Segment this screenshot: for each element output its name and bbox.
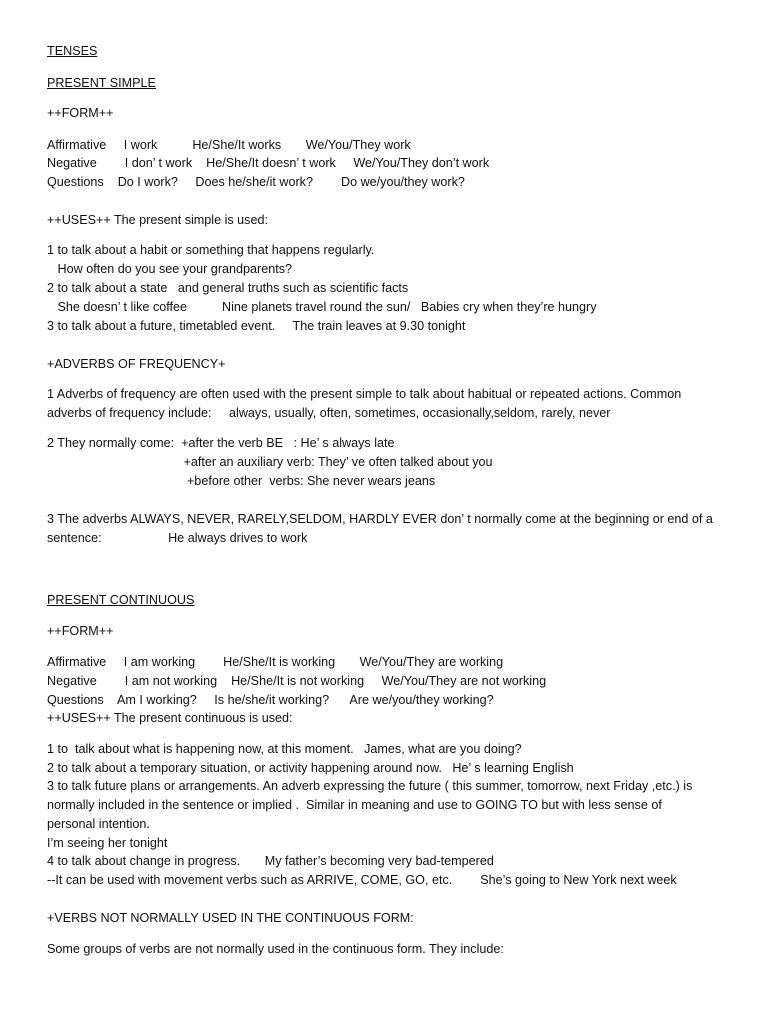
present-continuous-use-line: --It can be used with movement verbs such as ARRIVE, COME, GO, etc. She’s going to New York next week (47, 873, 677, 887)
present-simple-form-row-negative: Negative I don’ t work He/She/It doesn’ t work We/You/They don’t work (47, 156, 490, 170)
adverbs-point-3-line: sentence: He always drives to work (47, 531, 308, 545)
present-simple-use-line: 3 to talk about a future, timetabled event. The train leaves at 9.30 tonight (47, 319, 466, 333)
present-continuous-form-row-affirmative: Affirmative I am working He/She/It is working We/You/They are working (47, 655, 504, 669)
adverbs-heading: +ADVERBS OF FREQUENCY+ (47, 357, 226, 371)
adverbs-point-3-line: 3 The adverbs ALWAYS, NEVER, RARELY,SELDOM, HARDLY EVER don’ t normally come at the beginning or end of a (47, 512, 713, 526)
present-continuous-use-line: 2 to talk about a temporary situation, or activity happening around now. He’ s learning English (47, 761, 574, 775)
adverbs-point-2-line: 2 They normally come: +after the verb BE : He’ s always late (47, 436, 395, 450)
adverbs-point-2-line: +before other verbs: She never wears jeans (47, 474, 436, 488)
present-continuous-form-heading: ++FORM++ (47, 624, 114, 638)
adverbs-point-1-line: 1 Adverbs of frequency are often used with the present simple to talk about habitual or repeated actions. Common (47, 387, 682, 401)
present-simple-heading: PRESENT SIMPLE (47, 76, 156, 90)
adverbs-point-1-line: adverbs of frequency include: always, usually, often, sometimes, occasionally,seldom, rarely, never (47, 406, 611, 420)
present-simple-uses-heading: ++USES++ The present simple is used: (47, 213, 268, 227)
present-continuous-form-row-negative: Negative I am not working He/She/It is not working We/You/They are not working (47, 674, 547, 688)
present-simple-use-line: She doesn’ t like coffee Nine planets travel round the sun/ Babies cry when they’re hungry (47, 300, 597, 314)
non-continuous-verbs-intro: Some groups of verbs are not normally used in the continuous form. They include: (47, 942, 504, 956)
present-simple-form-heading: ++FORM++ (47, 106, 114, 120)
non-continuous-verbs-heading: +VERBS NOT NORMALLY USED IN THE CONTINUOUS FORM: (47, 911, 414, 925)
present-continuous-use-line: I’m seeing her tonight (47, 836, 168, 850)
document-title: TENSES (47, 44, 98, 58)
present-simple-form-row-affirmative: Affirmative I work He/She/It works We/You/They work (47, 138, 411, 152)
present-continuous-use-line: normally included in the sentence or implied . Similar in meaning and use to GOING TO but with less sense of (47, 798, 662, 812)
present-continuous-use-line: 1 to talk about what is happening now, at this moment. James, what are you doing? (47, 742, 522, 756)
adverbs-point-2-line: +after an auxiliary verb: They’ ve often talked about you (47, 455, 493, 469)
present-continuous-use-line: 4 to talk about change in progress. My father’s becoming very bad-tempered (47, 854, 494, 868)
present-simple-use-line: 1 to talk about a habit or something that happens regularly. (47, 243, 375, 257)
present-simple-use-line: 2 to talk about a state and general truths such as scientific facts (47, 281, 409, 295)
present-continuous-use-line: 3 to talk future plans or arrangements. An adverb expressing the future ( this summer, tomorrow, next Friday ,etc.) is (47, 779, 693, 793)
present-simple-form-row-questions: Questions Do I work? Does he/she/it work? Do we/you/they work? (47, 175, 465, 189)
present-continuous-uses-heading: ++USES++ The present continuous is used: (47, 711, 293, 725)
present-continuous-form-row-questions: Questions Am I working? Is he/she/it working? Are we/you/they working? (47, 693, 494, 707)
present-continuous-heading: PRESENT CONTINUOUS (47, 593, 195, 607)
present-continuous-use-line: personal intention. (47, 817, 150, 831)
present-simple-use-line: How often do you see your grandparents? (47, 262, 293, 276)
